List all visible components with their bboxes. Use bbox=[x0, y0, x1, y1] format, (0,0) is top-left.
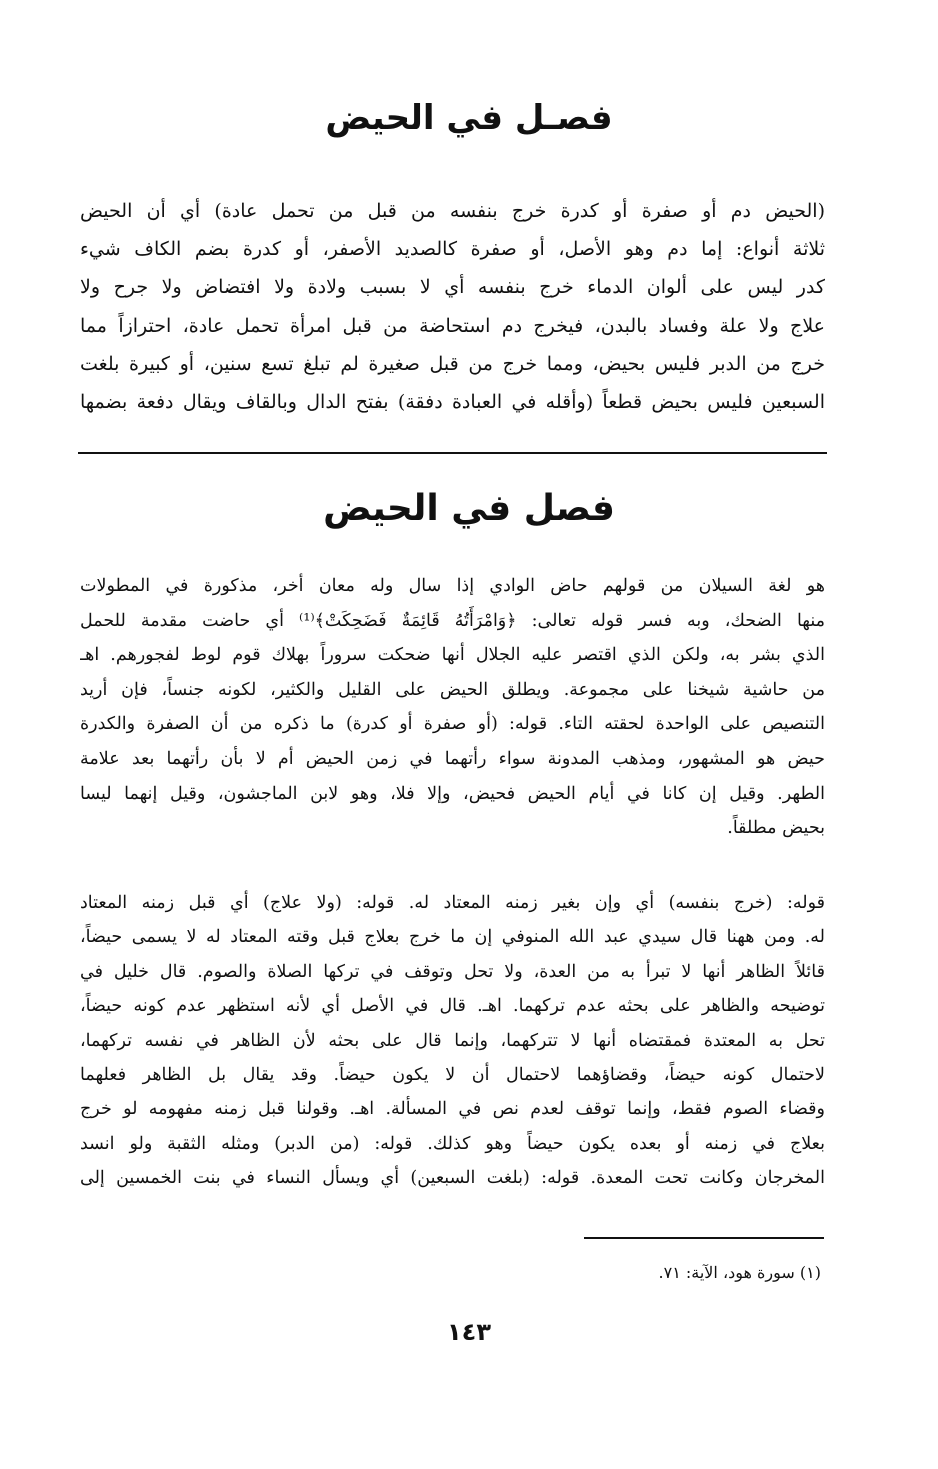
commentary-line: هو لغة السيلان من قولهم حاض الوادي إذا سال وله معان أخر، مذكورة في المطولات bbox=[80, 576, 825, 596]
commentary-line: بحيض مطلقاً. bbox=[727, 818, 825, 839]
matn-line: ثلاثة أنواع: إما دم وهو الأصل، أو صفرة كالصديد الأصفر، أو كدرة بضم الكاف شيء bbox=[80, 238, 825, 261]
commentary-line: بعلاج في زمنه أو بعده يكون حيضاً وهو كذلك. قوله: (من الدبر) ومثله الثقبة ولو انسد bbox=[80, 1133, 825, 1154]
commentary-paragraph-2 bbox=[80, 886, 825, 1196]
commentary-paragraph-1 bbox=[80, 569, 825, 846]
chapter-heading-matn: فصـل في الحيض bbox=[325, 98, 613, 138]
commentary-line: المخرجان وكانت تحت المعدة. قوله: (بلغت السبعين) أي ويسأل النساء في بنت الخمسين إلى bbox=[80, 1168, 825, 1189]
footnote-divider bbox=[584, 1237, 824, 1239]
matn-line: كدر ليس على ألوان الدماء خرج بنفسه أي لا بسبب ولادة ولا افتضاض ولا جرح ولا bbox=[80, 276, 825, 299]
commentary-line: له. ومن ههنا قال سيدي عبد الله المنوفي إن ما خرج بعلاج قبل وقته المعتاد له لا يسمى حيضاً، bbox=[80, 927, 825, 948]
commentary-line: من حاشية شيخنا على مجموعة. ويطلق الحيض على القليل والكثير، لكونه جنساً، فإن أريد bbox=[80, 679, 825, 700]
matn-line: خرج من الدبر فليس بحيض، ومما خرج من قبل صغيرة لم تبلغ تسع سنين، أو كبيرة بلغت bbox=[80, 352, 825, 375]
commentary-line: تحل به المعتدة فمقتضاه أنها لا تتركهما، وإنما قال على بحثه لأن الظاهر في نفسه تركهما، bbox=[80, 1030, 825, 1051]
commentary-line: لاحتمال كونه حيضاً، وقضاؤهما لاحتمال أن لا يكون حيضاً. وقد يقال بل الظاهر فعلهما bbox=[80, 1065, 825, 1086]
commentary-line: منها الضحك، وبه فسر قوله تعالى: ﴿وَامْرَأَتُهُ قَائِمَةٌ فَضَحِكَتْ﴾⁽¹⁾ أي حاضت مقدمة للحمل bbox=[80, 610, 825, 631]
footnote: (١) سورة هود، الآية: ٧١. bbox=[658, 1263, 821, 1282]
commentary-line: الذي بشر به، ولكن الذي اقتصر عليه الجلال أنها ضحكت سروراً بهلاك قوم لوط لفجورهم. اهـ bbox=[80, 645, 825, 666]
commentary-line: الطهر. وقيل إن كانا في أيام الحيض فحيض، وإلا فلا، وهو لابن الماجشون، وقيل إنهما ليسا bbox=[80, 783, 825, 804]
matn-block bbox=[80, 192, 825, 421]
page-number: ١٤٣ bbox=[447, 1318, 491, 1346]
chapter-heading-commentary: فصل في الحيض bbox=[323, 488, 615, 529]
commentary-line: توضيحه والظاهر على بحثه عدم تركهما. اهـ. قال في الأصل أي لأنه استظهر عدم كونه حيضاً، bbox=[80, 996, 825, 1017]
section-divider bbox=[78, 452, 827, 454]
matn-line: (الحيض دم أو صفرة أو كدرة خرج بنفسه من قبل من تحمل عادة) أي أن الحيض bbox=[80, 200, 825, 222]
commentary-line: قائلاً الظاهر أنها لا تبرأ به من العدة، ولا تحل وتوقف في تركها الصلاة والصوم. قال خليل في bbox=[80, 961, 825, 982]
commentary-line: حيض هو المشهور، ومذهب المدونة سواء رأتهما في زمن الحيض أم لا بأن رأتهما بعد علامة bbox=[80, 748, 825, 769]
commentary-line: التنصيص على الواحدة لحقته التاء. قوله: (أو صفرة أو كدرة) ما ذكره من أن الصفرة والكدرة bbox=[80, 714, 825, 735]
matn-line: السبعين فليس بحيض قطعاً (وأقله في العبادة دفقة) بفتح الدال وبالقاف ويقال دفعة بضمها bbox=[80, 391, 825, 414]
matn-line: علاج ولا علة وفساد بالبدن، فيخرج دم استحاضة من قبل امرأة تحمل عادة، احترازاً مما bbox=[80, 314, 825, 337]
commentary-line: قوله: (خرج بنفسه) أي وإن بغير زمنه المعتاد له. قوله: (ولا علاج) أي قبل زمنه المعتاد bbox=[80, 893, 825, 913]
commentary-line: وقضاء الصوم فقط، وإنما توقف لعدم نص في المسألة. اهـ. وقولنا قبل زمنه مفهومه لو خرج bbox=[80, 1099, 825, 1120]
